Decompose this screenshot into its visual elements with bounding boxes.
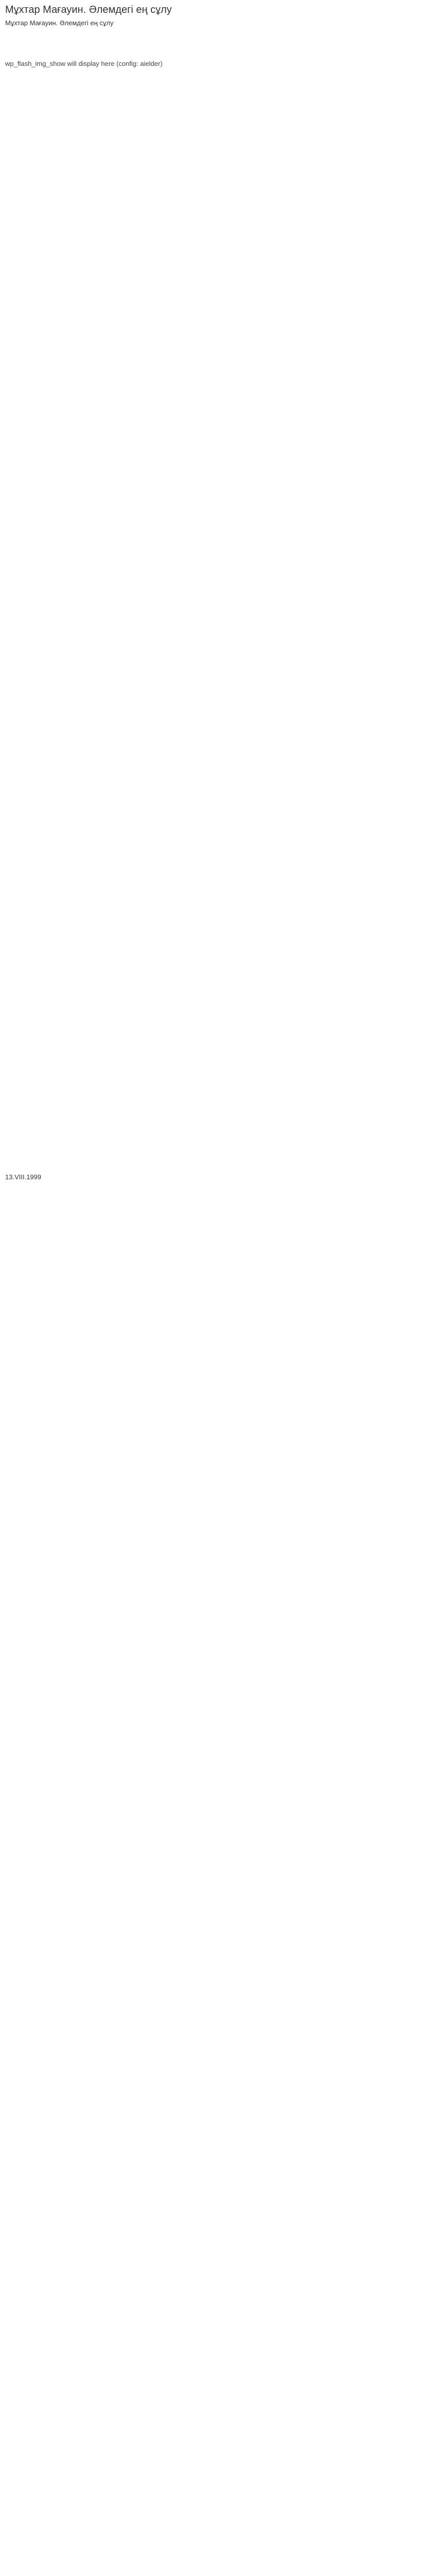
article-paragraph — [5, 647, 431, 655]
article-paragraph — [5, 28, 431, 37]
article-paragraph — [5, 353, 431, 362]
article-paragraph — [5, 292, 431, 300]
article-paragraph — [5, 1080, 431, 1088]
article-paragraph — [5, 1142, 431, 1150]
article-paragraph — [5, 106, 431, 114]
article-paragraph — [5, 724, 431, 733]
article-paragraph — [5, 261, 431, 269]
article-paragraph — [5, 44, 431, 52]
article-paragraph — [5, 632, 431, 640]
article-paragraph — [5, 755, 431, 764]
article-paragraph — [5, 400, 431, 408]
article-paragraph — [5, 802, 431, 810]
article-paragraph — [5, 678, 431, 686]
article-paragraph — [5, 91, 431, 99]
article-paragraph — [5, 771, 431, 779]
article-paragraph — [5, 1095, 431, 1104]
article-paragraph — [5, 1157, 431, 1165]
article-paragraph — [5, 693, 431, 702]
article-paragraph — [5, 369, 431, 377]
article-paragraph — [5, 152, 431, 161]
article-paragraph — [5, 786, 431, 794]
article-paragraph — [5, 493, 431, 501]
article-paragraph — [5, 987, 431, 995]
article-paragraph — [5, 585, 431, 594]
article-paragraph — [5, 245, 431, 253]
article-paragraph — [5, 894, 431, 903]
article-paragraph — [5, 214, 431, 223]
article-paragraph — [5, 338, 431, 346]
article-paragraph — [5, 925, 431, 934]
article-paragraph — [5, 941, 431, 949]
article-paragraph — [5, 523, 431, 532]
article-paragraph — [5, 554, 431, 563]
article-paragraph — [5, 199, 431, 207]
article-paragraph — [5, 910, 431, 918]
article-paragraph — [5, 570, 431, 578]
article-paragraph — [5, 384, 431, 393]
article-paragraph — [5, 817, 431, 825]
article-paragraph — [5, 462, 431, 470]
article-paragraph — [5, 431, 431, 439]
article-paragraph — [5, 956, 431, 964]
article-paragraph — [5, 168, 431, 176]
article-paragraph — [5, 879, 431, 887]
article-date: 13.VIII.1999 — [5, 1173, 42, 1181]
article-paragraph — [5, 122, 431, 130]
article-paragraph — [5, 508, 431, 516]
article-paragraph — [5, 740, 431, 748]
article-paragraph — [5, 616, 431, 624]
article-paragraph — [5, 663, 431, 671]
article-paragraph — [5, 1126, 431, 1134]
article-paragraph — [5, 863, 431, 872]
article-paragraph — [5, 477, 431, 485]
article-paragraph — [5, 230, 431, 238]
article-paragraph — [5, 709, 431, 717]
article-paragraph — [5, 1033, 431, 1042]
article-paragraph — [5, 1111, 431, 1119]
article-paragraph — [5, 972, 431, 980]
article-title: Мұхтар Мағауин. Әлемдегі ең сұлу — [5, 4, 172, 15]
article-paragraph — [5, 848, 431, 856]
article-body — [5, 28, 431, 1181]
article-byline: Мұхтар Мағауин. Әлемдегі ең сұлу — [5, 19, 114, 27]
article-paragraph — [5, 323, 431, 331]
article-paragraph — [5, 276, 431, 284]
article-paragraph — [5, 415, 431, 423]
article-paragraph — [5, 833, 431, 841]
article-paragraph — [5, 539, 431, 547]
article-paragraph — [5, 1003, 431, 1011]
article-paragraph — [5, 183, 431, 192]
article-paragraph — [5, 1064, 431, 1073]
article-paragraph — [5, 446, 431, 454]
article-paragraph — [5, 1049, 431, 1057]
article-paragraph — [5, 75, 431, 83]
article-paragraph — [5, 601, 431, 609]
article-paragraph — [5, 137, 431, 145]
article-paragraph — [5, 1018, 431, 1026]
plugin-notice: wp_flash_img_show will display here (config: aielder) — [5, 60, 163, 67]
article-paragraph — [5, 307, 431, 315]
